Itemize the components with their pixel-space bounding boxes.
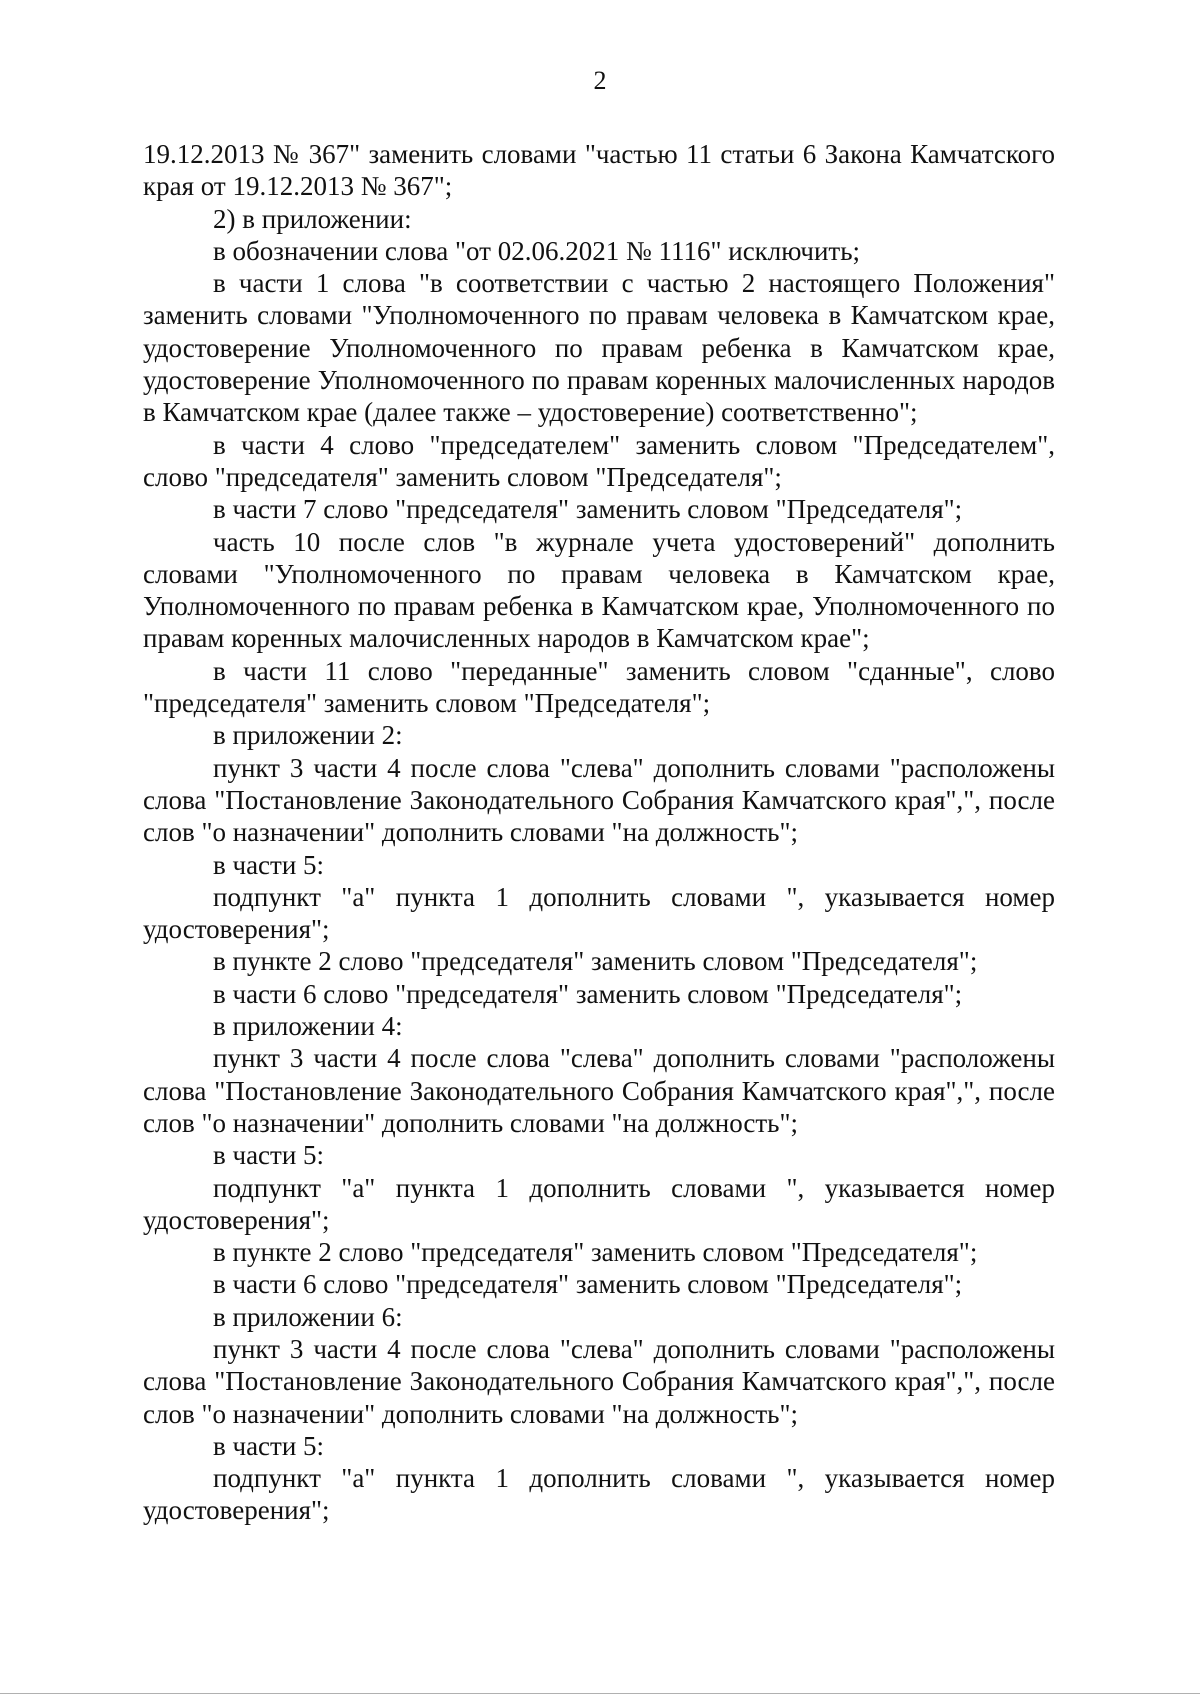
document-paragraph: в приложении 2: — [213, 720, 403, 751]
document-paragraph: в части 6 слово "председателя" заменить словом "Председателя"; — [213, 978, 963, 1009]
document-body — [143, 138, 1055, 1527]
document-paragraph: в части 5: — [213, 849, 325, 880]
document-paragraph: в пункте 2 слово "председателя" заменить словом "Председателя"; — [213, 946, 978, 977]
document-paragraph: подпункт "а" пункта 1 дополнить словами ", указывается номер удостоверения"; — [143, 1172, 1055, 1235]
document-paragraph: 2) в приложении: — [213, 203, 412, 234]
page-number: 2 — [593, 66, 607, 95]
document-paragraph: в части 7 слово "председателя" заменить словом "Председателя"; — [213, 494, 963, 525]
document-paragraph: в части 5: — [213, 1430, 325, 1461]
document-paragraph: в части 11 слово "переданные" заменить словом "сданные", слово "председателя" заменить словом "Председателя"; — [143, 655, 1055, 719]
document-paragraph: в обозначении слова "от 02.06.2021 № 1116" исключить; — [213, 235, 861, 266]
document-paragraph: в пункте 2 слово "председателя" заменить словом "Председателя"; — [213, 1237, 978, 1268]
document-paragraph: пункт 3 части 4 после слова "слева" дополнить словами "расположены слова "Постановление Законодательного Собрания Камчатского края",", после слов "о назначении" дополнить словами "на должность"; — [143, 1043, 1055, 1138]
document-paragraph: 19.12.2013 № 367" заменить словами "частью 11 статьи 6 Закона Камчатского края от 19.12.2013 № 367"; — [143, 139, 1055, 202]
document-paragraph: подпункт "а" пункта 1 дополнить словами ", указывается номер удостоверения"; — [143, 1463, 1055, 1526]
document-paragraph: в приложении 6: — [213, 1301, 403, 1332]
document-paragraph: в части 5: — [213, 1140, 325, 1171]
document-paragraph: в части 1 слова "в соответствии с частью 2 настоящего Положения" заменить словами "Уполномоченного по правам человека в Камчатском крае, удостоверение Уполномоченного по правам ребенка в Камчатском крае, удостоверение Уполномоченного по правам коренных малочисленных народов в Камчатском крае (далее также – удостоверение) соответственно"; — [143, 268, 1055, 428]
document-paragraph: пункт 3 части 4 после слова "слева" дополнить словами "расположены слова "Постановление Законодательного Собрания Камчатского края",", после слов "о назначении" дополнить словами "на должность"; — [143, 752, 1055, 848]
document-paragraph: часть 10 после слов "в журнале учета удостоверений" дополнить словами "Уполномоченного по правам человека в Камчатском крае, Уполномоченного по правам ребенка в Камчатском крае, Уполномоченного по правам коренных малочисленных народов в Камчатском крае"; — [143, 526, 1055, 654]
page-bottom-edge — [0, 1693, 1200, 1694]
document-paragraph: в части 6 слово "председателя" заменить словом "Председателя"; — [213, 1269, 963, 1300]
document-paragraph: подпункт "а" пункта 1 дополнить словами ", указывается номер удостоверения"; — [143, 881, 1055, 945]
document-paragraph: в приложении 4: — [213, 1011, 403, 1042]
document-paragraph: в части 4 слово "председателем" заменить словом "Председателем", слово "председателя" заменить словом "Председателя"; — [143, 429, 1055, 492]
document-paragraph: пункт 3 части 4 после слова "слева" дополнить словами "расположены слова "Постановление Законодательного Собрания Камчатского края",", после слов "о назначении" дополнить словами "на должность"; — [143, 1333, 1055, 1429]
